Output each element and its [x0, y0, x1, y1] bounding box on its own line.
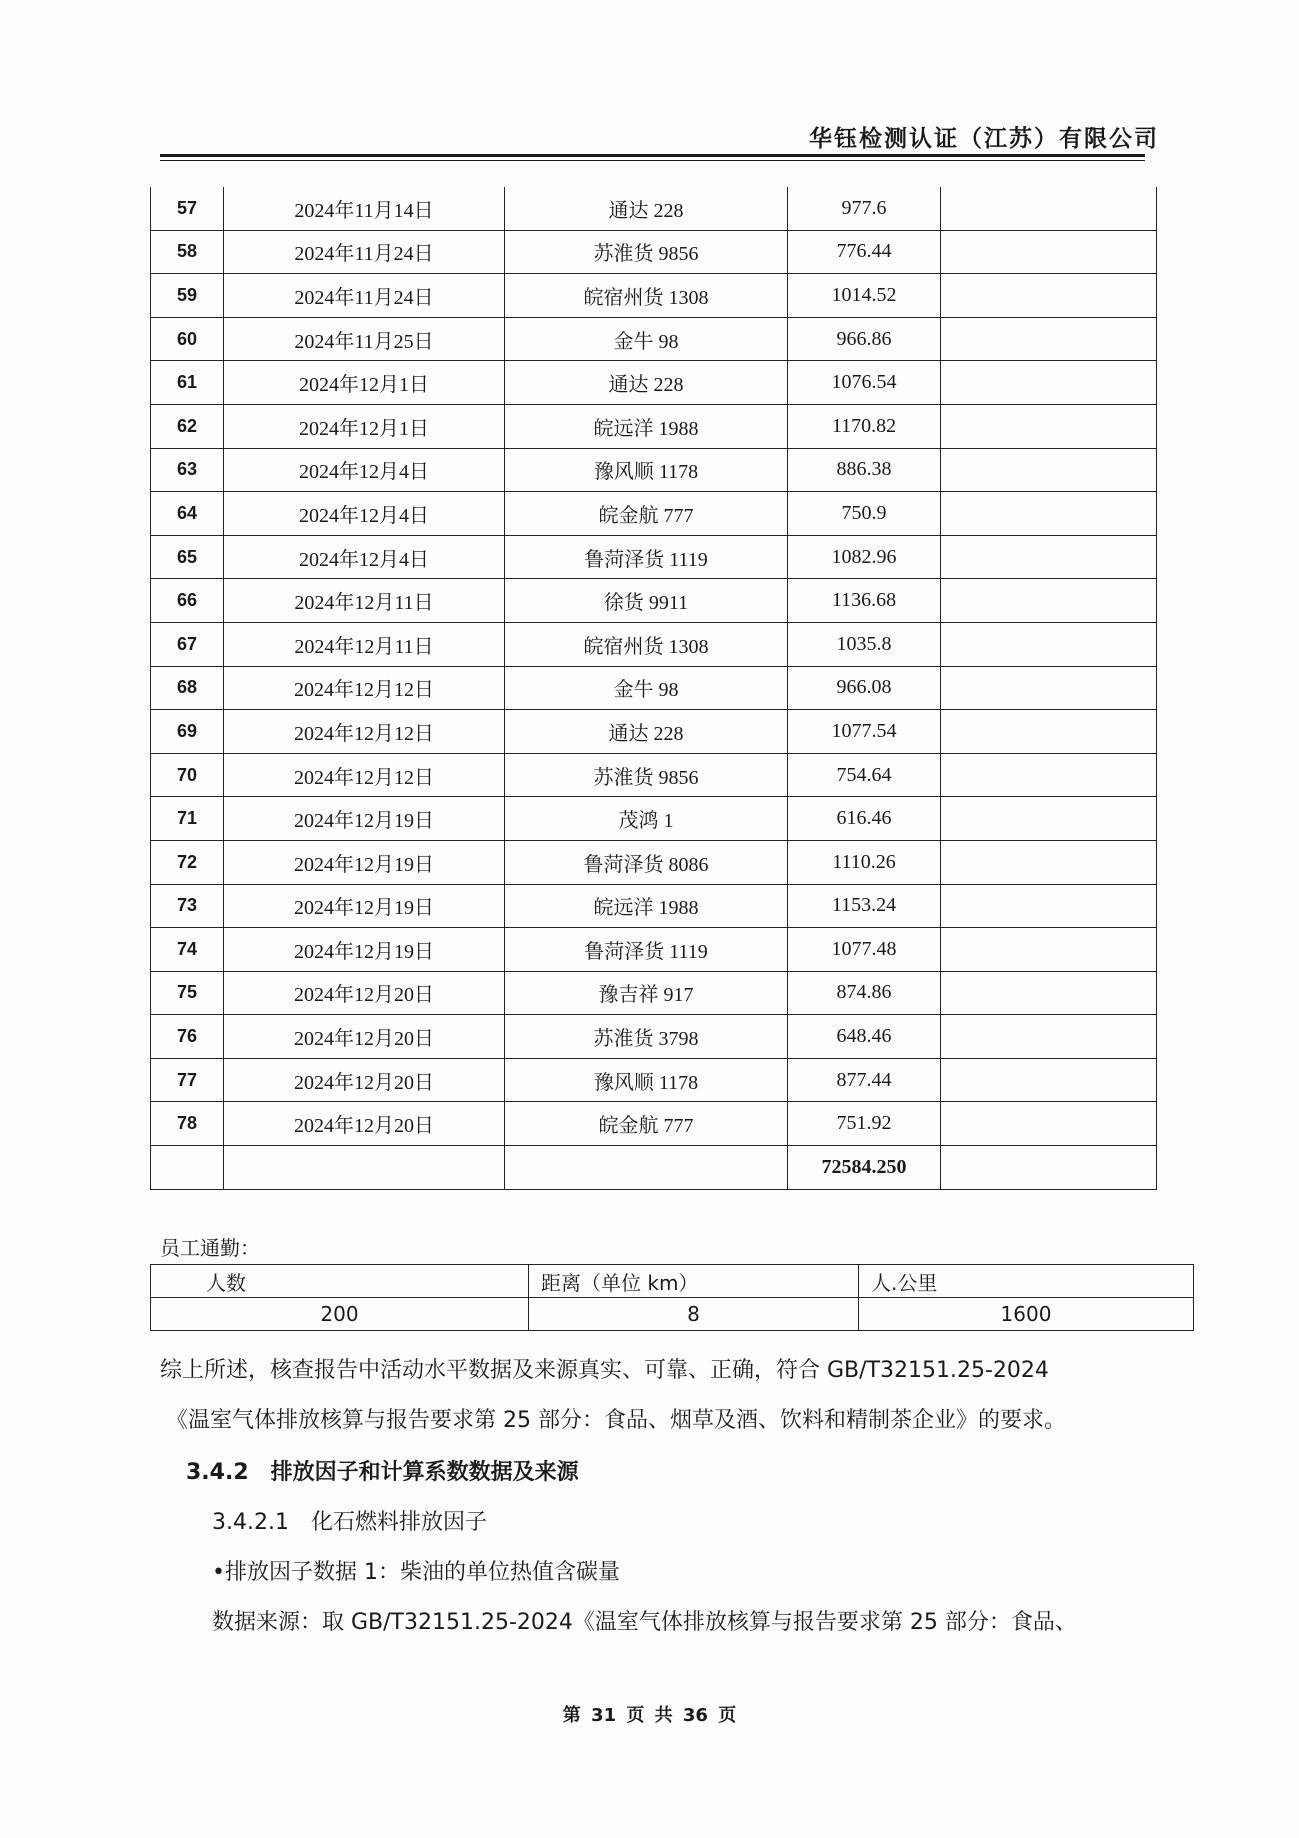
row-vehicle: 金牛 98	[505, 317, 788, 361]
table-row	[151, 710, 1157, 754]
row-number: 76	[151, 1015, 224, 1059]
row-value: 1077.54	[788, 710, 941, 754]
company-header: 华钰检测认证（江苏）有限公司	[809, 126, 1159, 152]
row-date: 2024年11月25日	[224, 317, 505, 361]
row-vehicle: 皖远洋 1988	[505, 404, 788, 448]
row-number: 71	[151, 797, 224, 841]
row-note	[941, 884, 1157, 928]
row-date: 2024年12月20日	[224, 1015, 505, 1059]
table-row	[151, 492, 1157, 536]
row-date: 2024年12月20日	[224, 971, 505, 1015]
row-note	[941, 535, 1157, 579]
row-date: 2024年12月11日	[224, 622, 505, 666]
row-note	[941, 448, 1157, 492]
row-value: 754.64	[788, 753, 941, 797]
row-note	[941, 971, 1157, 1015]
row-vehicle: 鲁菏泽货 1119	[505, 928, 788, 972]
row-date: 2024年12月19日	[224, 797, 505, 841]
row-vehicle: 通达 228	[505, 710, 788, 754]
row-date: 2024年12月11日	[224, 579, 505, 623]
header-person-km: 人.公里	[859, 1265, 1194, 1298]
table-row	[151, 928, 1157, 972]
row-number: 65	[151, 535, 224, 579]
row-number: 78	[151, 1102, 224, 1146]
row-value: 648.46	[788, 1015, 941, 1059]
row-vehicle: 皖远洋 1988	[505, 884, 788, 928]
row-value: 1014.52	[788, 274, 941, 318]
total-empty-cell	[151, 1146, 224, 1190]
row-date: 2024年12月20日	[224, 1102, 505, 1146]
header-headcount: 人数	[151, 1265, 529, 1298]
row-value: 750.9	[788, 492, 941, 536]
row-value: 1153.24	[788, 884, 941, 928]
row-date: 2024年12月12日	[224, 666, 505, 710]
table-row	[151, 361, 1157, 405]
table-row	[151, 840, 1157, 884]
row-date: 2024年12月4日	[224, 448, 505, 492]
value-distance: 8	[529, 1298, 859, 1331]
row-number: 70	[151, 753, 224, 797]
row-date: 2024年12月19日	[224, 928, 505, 972]
table-row	[151, 884, 1157, 928]
row-date: 2024年12月4日	[224, 492, 505, 536]
row-note	[941, 492, 1157, 536]
row-value: 1076.54	[788, 361, 941, 405]
row-number: 68	[151, 666, 224, 710]
row-vehicle: 徐货 9911	[505, 579, 788, 623]
commute-header-row	[151, 1265, 1194, 1298]
row-value: 751.92	[788, 1102, 941, 1146]
row-vehicle: 苏淮货 9856	[505, 753, 788, 797]
row-number: 66	[151, 579, 224, 623]
row-value: 1077.48	[788, 928, 941, 972]
row-number: 59	[151, 274, 224, 318]
table-row	[151, 971, 1157, 1015]
row-number: 61	[151, 361, 224, 405]
table-row	[151, 1058, 1157, 1102]
header-rule-thick	[160, 154, 1145, 157]
table-row	[151, 448, 1157, 492]
row-number: 69	[151, 710, 224, 754]
row-vehicle: 通达 228	[505, 187, 788, 230]
row-note	[941, 710, 1157, 754]
row-date: 2024年11月24日	[224, 274, 505, 318]
row-vehicle: 皖金航 777	[505, 1102, 788, 1146]
row-value: 776.44	[788, 230, 941, 274]
value-person-km: 1600	[859, 1298, 1194, 1331]
row-value: 977.6	[788, 187, 941, 230]
table-row	[151, 187, 1157, 230]
table-row	[151, 1015, 1157, 1059]
row-vehicle: 皖宿州货 1308	[505, 622, 788, 666]
row-note	[941, 797, 1157, 841]
value-headcount: 200	[151, 1298, 529, 1331]
row-number: 74	[151, 928, 224, 972]
row-note	[941, 666, 1157, 710]
row-number: 75	[151, 971, 224, 1015]
row-number: 77	[151, 1058, 224, 1102]
row-vehicle: 鲁菏泽货 8086	[505, 840, 788, 884]
page-footer: 第 31 页 共 36 页	[562, 1705, 737, 1726]
section-heading-3-4-2: 3.4.2 排放因子和计算系数数据及来源	[186, 1460, 579, 1485]
row-vehicle: 金牛 98	[505, 666, 788, 710]
header-rule-thin	[160, 160, 1145, 161]
conclusion-line-1: 综上所述，核查报告中活动水平数据及来源真实、可靠、正确，符合 GB/T32151.25-2024	[160, 1358, 1049, 1383]
table-row	[151, 797, 1157, 841]
row-note	[941, 1058, 1157, 1102]
row-note	[941, 753, 1157, 797]
row-value: 966.08	[788, 666, 941, 710]
total-empty-cell	[941, 1146, 1157, 1190]
row-value: 1170.82	[788, 404, 941, 448]
row-number: 63	[151, 448, 224, 492]
row-date: 2024年12月4日	[224, 535, 505, 579]
row-note	[941, 361, 1157, 405]
row-vehicle: 苏淮货 9856	[505, 230, 788, 274]
table-row	[151, 404, 1157, 448]
row-vehicle: 苏淮货 3798	[505, 1015, 788, 1059]
table-row	[151, 753, 1157, 797]
row-number: 67	[151, 622, 224, 666]
row-note	[941, 579, 1157, 623]
row-date: 2024年12月1日	[224, 404, 505, 448]
row-note	[941, 840, 1157, 884]
table-row	[151, 666, 1157, 710]
total-empty-cell	[224, 1146, 505, 1190]
row-vehicle: 皖宿州货 1308	[505, 274, 788, 318]
total-empty-cell	[505, 1146, 788, 1190]
row-value: 877.44	[788, 1058, 941, 1102]
transport-table	[150, 187, 1157, 1190]
row-vehicle: 豫风顺 1178	[505, 1058, 788, 1102]
row-number: 72	[151, 840, 224, 884]
table-row	[151, 622, 1157, 666]
row-vehicle: 通达 228	[505, 361, 788, 405]
row-note	[941, 928, 1157, 972]
commute-value-row	[151, 1298, 1194, 1331]
row-number: 62	[151, 404, 224, 448]
row-date: 2024年11月24日	[224, 230, 505, 274]
table-row	[151, 1102, 1157, 1146]
row-note	[941, 317, 1157, 361]
row-number: 73	[151, 884, 224, 928]
section-heading-3-4-2-1: 3.4.2.1 化石燃料排放因子	[212, 1510, 487, 1535]
commute-table	[150, 1264, 1194, 1331]
row-date: 2024年12月19日	[224, 884, 505, 928]
row-number: 58	[151, 230, 224, 274]
data-source-line: 数据来源：取 GB/T32151.25-2024《温室气体排放核算与报告要求第 25 部分：食品、	[212, 1610, 1077, 1635]
row-vehicle: 豫风顺 1178	[505, 448, 788, 492]
row-vehicle: 茂鸿 1	[505, 797, 788, 841]
row-value: 874.86	[788, 971, 941, 1015]
row-note	[941, 622, 1157, 666]
row-vehicle: 皖金航 777	[505, 492, 788, 536]
row-date: 2024年11月14日	[224, 187, 505, 230]
row-value: 1035.8	[788, 622, 941, 666]
row-number: 64	[151, 492, 224, 536]
table-row	[151, 317, 1157, 361]
commute-label: 员工通勤：	[160, 1236, 260, 1260]
row-note	[941, 187, 1157, 230]
row-note	[941, 230, 1157, 274]
row-value: 966.86	[788, 317, 941, 361]
total-row	[151, 1146, 1157, 1190]
row-date: 2024年12月12日	[224, 710, 505, 754]
table-row	[151, 579, 1157, 623]
row-number: 57	[151, 187, 224, 230]
row-value: 1136.68	[788, 579, 941, 623]
emission-factor-bullet: •排放因子数据 1：柴油的单位热值含碳量	[212, 1560, 620, 1585]
row-value: 1082.96	[788, 535, 941, 579]
row-note	[941, 1102, 1157, 1146]
total-value: 72584.250	[788, 1146, 941, 1190]
row-note	[941, 404, 1157, 448]
table-row	[151, 230, 1157, 274]
row-note	[941, 1015, 1157, 1059]
row-value: 616.46	[788, 797, 941, 841]
table-row	[151, 535, 1157, 579]
row-number: 60	[151, 317, 224, 361]
table-row	[151, 274, 1157, 318]
row-value: 1110.26	[788, 840, 941, 884]
row-date: 2024年12月20日	[224, 1058, 505, 1102]
row-date: 2024年12月12日	[224, 753, 505, 797]
row-value: 886.38	[788, 448, 941, 492]
row-vehicle: 豫吉祥 917	[505, 971, 788, 1015]
row-date: 2024年12月19日	[224, 840, 505, 884]
row-date: 2024年12月1日	[224, 361, 505, 405]
header-distance: 距离（单位 km）	[529, 1265, 859, 1298]
row-vehicle: 鲁菏泽货 1119	[505, 535, 788, 579]
conclusion-line-2: 《温室气体排放核算与报告要求第 25 部分：食品、烟草及酒、饮料和精制茶企业》的要求。	[166, 1408, 1066, 1433]
row-note	[941, 274, 1157, 318]
